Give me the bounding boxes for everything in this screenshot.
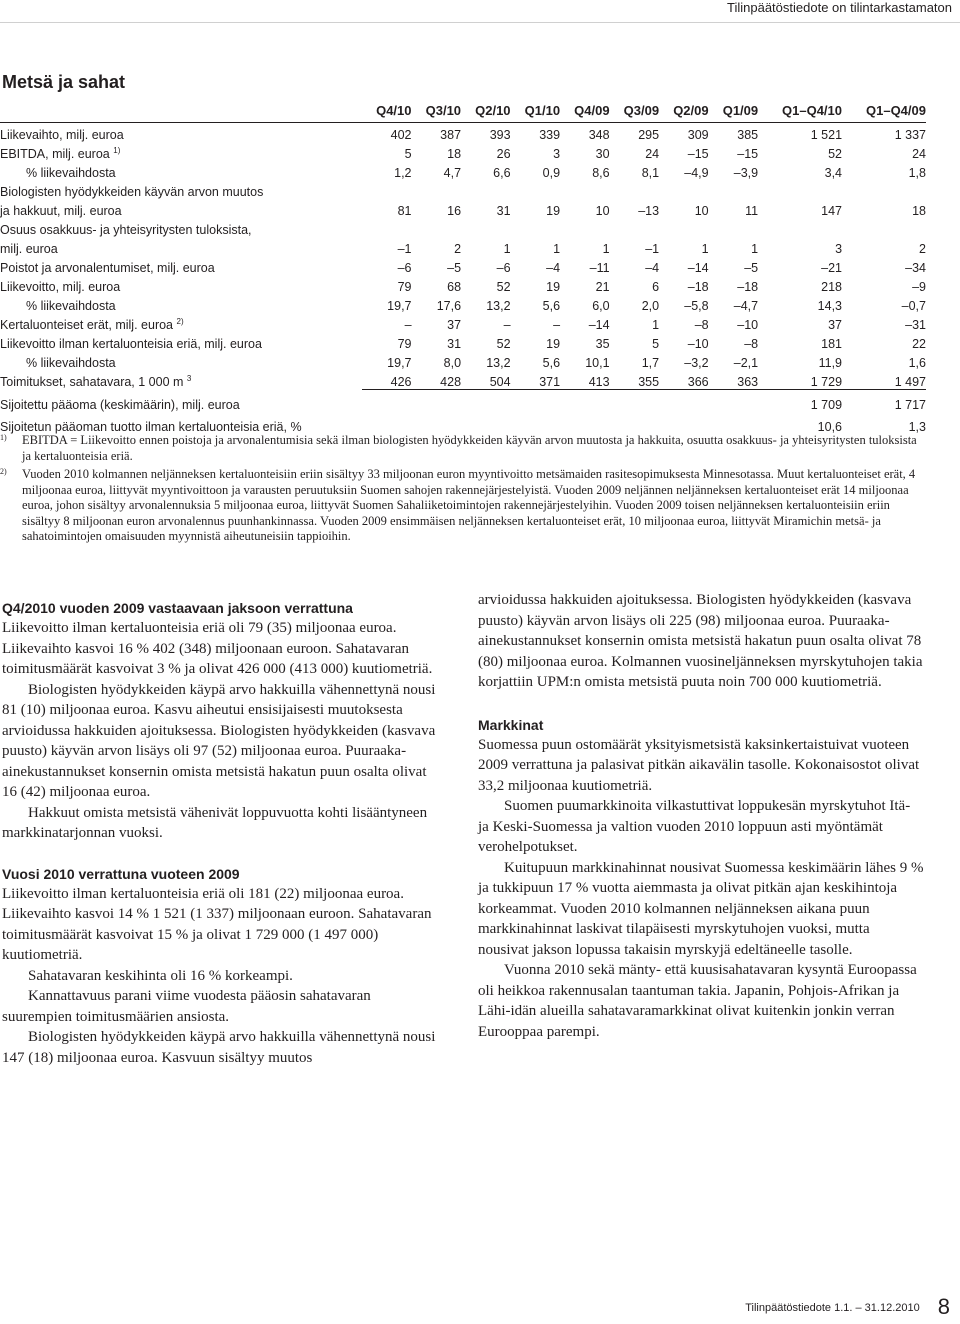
table-cell — [461, 218, 511, 237]
row-label-text: % liikevaihdosta — [26, 356, 116, 370]
table-cell: 14,3 — [817, 299, 843, 313]
table-cell: 21 — [595, 280, 610, 294]
table-cell: 30 — [595, 147, 610, 161]
table-cell: 8,6 — [592, 166, 610, 180]
table-cell: –5,8 — [684, 299, 709, 313]
table-row — [0, 123, 926, 143]
table-cell: 11,9 — [818, 356, 843, 370]
table-cell: 10,1 — [585, 356, 610, 370]
table-cell: 2 — [454, 242, 462, 256]
table-cell: 31 — [447, 337, 462, 351]
row-label — [0, 161, 362, 180]
row-label-text: Poistot ja arvonalentumiset, milj. euroa — [0, 261, 215, 275]
table-cell: 428 — [412, 370, 462, 390]
subheading: Q4/2010 vuoden 2009 vastaavaan jaksoon verrattuna — [2, 600, 353, 616]
table-row — [0, 142, 926, 161]
table-cell: 19,7 — [387, 356, 412, 370]
table-cell: 413 — [560, 370, 610, 390]
table-cell — [560, 412, 610, 434]
table-cell — [659, 218, 709, 237]
footnote-1 — [0, 433, 922, 464]
document-header: Tilinpäätöstiedote on tilintarkastamaton — [727, 0, 952, 15]
row-label-text: Liikevaihto, milj. euroa — [0, 128, 124, 142]
table-cell: 11 — [745, 204, 759, 218]
table-cell: 181 — [821, 337, 843, 351]
row-label-text: Sijoitetun pääoman tuotto ilman kertaluonteisia eriä, % — [0, 420, 302, 434]
table-cell: 5,6 — [542, 299, 561, 313]
table-cell: 10,6 — [817, 420, 843, 434]
column-header: Q2/09 — [659, 100, 709, 123]
table-cell — [461, 412, 511, 434]
table-cell: 295 — [638, 128, 660, 142]
table-cell — [412, 412, 462, 434]
table-cell — [412, 218, 462, 237]
table-cell: 5 — [652, 337, 660, 351]
section-title: Metsä ja sahat — [2, 72, 126, 92]
column-header: Q4/10 — [362, 100, 412, 123]
table-cell: 79 — [397, 337, 412, 351]
table-cell: 52 — [828, 147, 843, 161]
table-cell: 0,9 — [542, 166, 561, 180]
table-cell: 22 — [912, 337, 926, 351]
table-cell: 6 — [652, 280, 660, 294]
table-cell — [461, 180, 511, 199]
table-cell — [362, 412, 412, 434]
table-cell: 8,1 — [641, 166, 660, 180]
table-cell: 19 — [546, 204, 561, 218]
footnote-marker: 1) — [0, 433, 7, 442]
row-label — [0, 313, 362, 332]
table-cell — [842, 180, 926, 199]
column-header: Q3/10 — [412, 100, 462, 123]
table-cell: 218 — [821, 280, 843, 294]
table-cell: –10 — [687, 337, 709, 351]
table-cell — [659, 180, 709, 199]
table-cell: –10 — [737, 318, 759, 332]
table-cell: 52 — [496, 280, 511, 294]
table-cell: 26 — [496, 147, 511, 161]
table-cell: 402 — [390, 128, 412, 142]
table-cell: 19 — [546, 337, 561, 351]
table-cell: 37 — [447, 318, 462, 332]
financial-table — [0, 100, 926, 434]
table-cell: 1 — [553, 242, 561, 256]
table-cell — [610, 390, 660, 413]
table-cell — [659, 390, 709, 413]
table-cell: – — [553, 318, 561, 332]
table-cell: 79 — [397, 280, 412, 294]
table-cell: –18 — [737, 280, 759, 294]
paragraph: Suomen puumarkkinoita vilkastuttivat loppukesän myrskytuhot Itä- ja Keski-Suomessa ja valtion vuoden 2010 loppuun asti myöntämät verohelpotukset. — [478, 798, 911, 855]
table-cell: 1,7 — [641, 356, 660, 370]
paragraph: arvioidussa hakkuiden ajoituksessa. Biologisten hyödykkeiden (kasvava puusto) käyvän arvon lisäys oli 225 (98) miljoonaa euroa. Puuraaka-ainekustannukset konsernin omista metsistä hakatun puun osalta olivat 78 (80) miljoonaa euroa. Kolmannen vuosineljänneksen myrskytuhojen takia korjattiin UPM:n omista metsistä puuta noin 700 000 kuutiometriä. — [478, 592, 923, 690]
table-cell — [610, 218, 660, 237]
row-label-text: Osuus osakkuus- ja yhteisyritysten tuloksista, — [0, 223, 252, 237]
page-footer — [745, 1294, 950, 1320]
table-cell: 1,6 — [908, 356, 926, 370]
paragraph: Hakkuut omista metsistä vähenivät loppuvuotta kohti lisääntyneen markkinatarjonnan vuoksi. — [2, 804, 428, 841]
table-cell: 1 — [602, 242, 610, 256]
table-cell — [610, 180, 660, 199]
table-row — [0, 351, 926, 370]
table-cell: 3 — [553, 147, 561, 161]
table-cell: –18 — [687, 280, 709, 294]
table-cell: –15 — [687, 147, 709, 161]
table-cell: 1 337 — [894, 128, 926, 142]
table-cell: 339 — [539, 128, 561, 142]
table-cell: –8 — [744, 337, 759, 351]
table-cell: 13,2 — [486, 356, 511, 370]
table-cell: –3,9 — [733, 166, 759, 180]
table-cell: –5 — [447, 261, 462, 275]
table-cell: 52 — [496, 337, 511, 351]
footnote-reference: 1) — [113, 145, 121, 155]
table-cell: –14 — [588, 318, 610, 332]
table-cell — [511, 412, 561, 434]
table-cell: –15 — [737, 147, 759, 161]
table-cell — [709, 180, 759, 199]
row-label — [0, 332, 362, 351]
row-label-text: EBITDA, milj. euroa — [0, 147, 110, 161]
table-cell: 3 — [835, 242, 843, 256]
table-cell: 17,6 — [436, 299, 462, 313]
row-label — [0, 412, 362, 434]
column-header: Q1–Q4/09 — [842, 100, 926, 123]
table-row — [0, 412, 926, 434]
table-row — [0, 161, 926, 180]
footer-text: Tilinpäätöstiedote 1.1. – 31.12.2010 — [745, 1302, 920, 1314]
table-cell — [560, 180, 610, 199]
table-cell: 10 — [694, 204, 709, 218]
table-cell: 147 — [821, 204, 843, 218]
paragraph: Kannattavuus parani viime vuodesta pääosin sahatavaran suurempien toimitusmäärien ansiosta. — [2, 988, 371, 1025]
table-cell: 1 — [503, 242, 511, 256]
table-cell: 504 — [461, 370, 511, 390]
table-row — [0, 256, 926, 275]
table-cell — [709, 390, 759, 413]
table-cell: 1 521 — [810, 128, 843, 142]
table-cell: –6 — [496, 261, 511, 275]
left-text-column — [2, 598, 440, 1068]
row-label-text: Liikevoitto ilman kertaluonteisia eriä, milj. euroa — [0, 337, 262, 351]
table-cell: –1 — [645, 242, 660, 256]
page-number: 8 — [937, 1294, 950, 1319]
footnote-text: EBITDA = Liikevoitto ennen poistoja ja arvonalentumisia sekä ilman biologisten hyödykkeiden käyvän arvon muutosta ja hakkuita, osuutta osakkuus- ja yhteisyritysten tuloksista ja kertaluonteisia eriä. — [22, 433, 917, 463]
row-label — [0, 390, 362, 413]
table-cell: 3,4 — [824, 166, 843, 180]
row-label-text: % liikevaihdosta — [26, 166, 116, 180]
row-label — [0, 294, 362, 313]
column-header: Q4/09 — [560, 100, 610, 123]
table-cell: 1 — [701, 242, 709, 256]
paragraph: Liikevoitto ilman kertaluonteisia eriä oli 79 (35) miljoonaa euroa. Liikevaihto kasvoi 16 % 402 (348) miljoonaan euroon. Sahatavaran toimitusmäärät kasvoivat 3 % ja olivat 426 000 (413 000) kuutiometriä. — [2, 620, 433, 677]
table-cell: –34 — [905, 261, 926, 275]
row-label-text: Liikevoitto, milj. euroa — [0, 280, 121, 294]
table-cell: – — [503, 318, 511, 332]
table-cell: 371 — [511, 370, 561, 390]
paragraph: Sahatavaran keskihinta oli 16 % korkeampi. — [28, 967, 293, 984]
table-row — [0, 275, 926, 294]
table-cell — [709, 218, 759, 237]
paragraph: Liikevoitto ilman kertaluonteisia eriä oli 181 (22) miljoonaa euroa. Liikevaihto kasvoi 14 % 1 521 (1 337) miljoonaan euroon. Sahatavaran toimitusmäärät kasvoivat 15 % ja olivat 1 729 000 (1 497 000) kuutiometriä. — [2, 885, 432, 963]
table-cell: 2,0 — [641, 299, 660, 313]
table-cell: –5 — [744, 261, 759, 275]
table-cell — [412, 180, 462, 199]
table-cell: 1,8 — [908, 166, 926, 180]
table-cell: 24 — [645, 147, 660, 161]
table-cell: –2,1 — [733, 356, 759, 370]
row-label — [0, 275, 362, 294]
table-cell: –6 — [397, 261, 412, 275]
table-cell: 426 — [362, 370, 412, 390]
table-cell — [362, 180, 412, 199]
subheading: Vuosi 2010 verrattuna vuoteen 2009 — [2, 865, 240, 882]
table-cell: 6,0 — [592, 299, 610, 313]
row-label — [0, 351, 362, 370]
footnote-marker: 2) — [0, 467, 7, 476]
table-cell: 5 — [404, 147, 412, 161]
table-cell: –0,7 — [901, 299, 926, 313]
column-header: Q1/10 — [511, 100, 561, 123]
column-header: Q2/10 — [461, 100, 511, 123]
table-cell: 1 497 — [842, 370, 926, 390]
row-label — [0, 370, 362, 390]
table-row — [0, 294, 926, 313]
table-cell: –4 — [645, 261, 660, 275]
row-label — [0, 199, 362, 218]
table-cell: –21 — [821, 261, 843, 275]
table-cell: 68 — [447, 280, 462, 294]
table-cell: 19 — [546, 280, 561, 294]
subheading: Markkinat — [478, 716, 544, 733]
table-header-row — [0, 100, 926, 123]
table-cell: 18 — [912, 204, 926, 218]
table-cell: – — [404, 318, 412, 332]
row-label-text: ja hakkuut, milj. euroa — [0, 204, 122, 218]
table-cell — [362, 390, 412, 413]
table-cell: 1 — [652, 318, 660, 332]
table-cell: 10 — [595, 204, 610, 218]
paragraph: Biologisten hyödykkeiden käypä arvo hakkuilla vähennettynä nousi 147 (18) miljoonaa euroa. Kasvuun sisältyy muutos — [2, 1029, 436, 1066]
table-cell — [659, 412, 709, 434]
row-label-text: milj. euroa — [0, 242, 58, 256]
table-cell: –4,9 — [684, 166, 709, 180]
table-cell: 18 — [447, 147, 462, 161]
table-cell: –4,7 — [733, 299, 759, 313]
footnote-reference: 2) — [176, 316, 184, 326]
table-cell: 31 — [496, 204, 511, 218]
paragraph: Suomessa puun ostomäärät yksityismetsistä kaksinkertaistuivat vuoteen 2009 verrattuna ja palasivat pitkän aikavälin tasolle. Kokonaisostot olivat 33,2 miljoonaa kuutiometriä. — [478, 736, 920, 794]
column-header: Q1/09 — [709, 100, 759, 123]
table-cell: 387 — [440, 128, 462, 142]
table-cell — [511, 180, 561, 199]
table-row — [0, 313, 926, 332]
table-row — [0, 390, 926, 413]
table-header-label — [0, 100, 362, 123]
footnote-text: Vuoden 2010 kolmannen neljänneksen kertaluonteisiin eriin sisältyy 33 miljoonan euron myyntivoitto metsämaiden rasitesopimuksesta Minnesotassa. Muut kertaluonteiset erät, 4 miljoonaa euroa, liittyvät myyntivoittoon ja varausten peruutuksiin Suomen sahojen rakennejärjestelyistä. Vuoden 2009 neljännen neljänneksen kertaluonteiset erät 14 miljoonaa euroa, johon sisältyy arvonalennuksia 5 miljoonaa euroa, liittyvät Suomen Sahaliiketoimintojen rakennejärjestelyihin. Vuoden 2009 toisen neljänneksen kertaluonteisiin eriin sisältyy 8 miljoonan euron arvonalennus puunhankinnassa. Vuoden 2009 ensimmäisen neljänneksen kertaluonteiset erät, 10 miljoonaa euroa, liittyvät Miramichin metsä- ja sahatoimintojen omaisuuden myynnistä aiheutuneisiin tappioihin. — [22, 467, 916, 543]
table-cell: 8,0 — [443, 356, 462, 370]
table-cell — [511, 218, 561, 237]
paragraph: Biologisten hyödykkeiden käypä arvo hakkuilla vähennettynä nousi 81 (10) miljoonaa euroa. Kasvu aiheutui ensisijaisesti muutoksesta arvioidussa hakkuiden ajoituksessa. Biologisten hyödykkeiden (kasvava puusto) käyvän arvon lisäys oli 97 (52) miljoonaa euroa. Puuraaka-ainekustannukset konsernin omista metsistä hakatun puun osalta olivat 16 (42) miljoonaa euroa. — [2, 681, 436, 800]
paragraph: Kuitupuun markkinahinnat nousivat Suomessa keskimäärin lähes 9 % ja tukkipuun 17 % vuotta aiemmasta ja olivat pitkän ajan keskihintoja korkeammat. Vuoden 2010 kolmannen neljänneksen aikana puun markkinahinnat laskivat tilapäisesti myrskytuhojen vuoksi, mutta nousivat jakson lopussa takaisin myrskyjä edeltäneelle tasolle. — [478, 859, 924, 958]
table-cell: 393 — [489, 128, 511, 142]
table-cell — [362, 218, 412, 237]
table-cell: –8 — [694, 318, 709, 332]
table-cell: –1 — [397, 242, 412, 256]
footnote-2 — [0, 467, 922, 545]
header-rule — [0, 22, 960, 23]
table-cell: –9 — [912, 280, 926, 294]
table-cell: 5,6 — [542, 356, 561, 370]
table-row — [0, 370, 926, 390]
table-cell: 4,7 — [443, 166, 462, 180]
table-cell: 1 717 — [894, 398, 926, 412]
table-cell: –13 — [638, 204, 660, 218]
footnote-reference: 3 — [186, 374, 192, 384]
row-label — [0, 218, 362, 237]
row-label — [0, 256, 362, 275]
table-row — [0, 218, 926, 237]
row-label-text: Kertaluonteiset erät, milj. euroa — [0, 318, 174, 332]
table-cell: 1 — [751, 242, 759, 256]
row-label-text: Biologisten hyödykkeiden käyvän arvon muutos — [0, 185, 264, 199]
table-cell: 19,7 — [387, 299, 412, 313]
table-cell: 348 — [588, 128, 610, 142]
column-header: Q3/09 — [610, 100, 660, 123]
table-cell — [560, 218, 610, 237]
row-label-text: Sijoitettu pääoma (keskimäärin), milj. euroa — [0, 398, 240, 412]
row-label — [0, 237, 362, 256]
table-cell: –14 — [687, 261, 709, 275]
table-cell — [709, 412, 759, 434]
table-cell: 37 — [828, 318, 843, 332]
row-label — [0, 142, 362, 161]
table-cell: –3,2 — [684, 356, 709, 370]
table-cell: –11 — [589, 261, 610, 275]
table-row — [0, 332, 926, 351]
table-cell: 81 — [397, 204, 412, 218]
column-header: Q1–Q4/10 — [758, 100, 842, 123]
table-cell: –31 — [905, 318, 926, 332]
paragraph: Vuonna 2010 sekä mänty- että kuusisahatavaran kysyntä Euroopassa oli heikkoa rakennusalan taantuman takia. Japanin, Pohjois-Afrikan ja Lähi-idän alueilla sahatavaramarkkinat olivat kuitenkin jonkin verran Eurooppaa parempi. — [478, 962, 917, 1040]
table-cell — [610, 412, 660, 434]
table-cell — [758, 218, 842, 237]
table-cell: 1 729 — [758, 370, 842, 390]
table-row — [0, 237, 926, 256]
table-cell: –4 — [546, 261, 561, 275]
table-cell: 366 — [659, 370, 709, 390]
table-cell — [461, 390, 511, 413]
table-cell: 35 — [595, 337, 610, 351]
table-cell: 13,2 — [486, 299, 511, 313]
table-cell: 385 — [737, 128, 759, 142]
row-label — [0, 180, 362, 199]
table-cell: 2 — [919, 242, 926, 256]
table-cell: 355 — [610, 370, 660, 390]
table-cell — [842, 218, 926, 237]
table-cell: 1,2 — [394, 166, 412, 180]
row-label-text: Toimitukset, sahatavara, 1 000 m — [0, 375, 184, 390]
table-cell: 1,3 — [908, 420, 926, 434]
table-cell — [560, 390, 610, 413]
table-cell — [758, 180, 842, 199]
table-cell — [412, 390, 462, 413]
table-cell: 24 — [912, 147, 926, 161]
table-cell: 16 — [447, 204, 462, 218]
table-row — [0, 180, 926, 199]
table-cell: 363 — [709, 370, 759, 390]
table-cell: 6,6 — [493, 166, 511, 180]
right-text-column — [478, 590, 924, 1042]
row-label — [0, 123, 362, 143]
table-cell — [511, 390, 561, 413]
table-cell: 309 — [687, 128, 709, 142]
table-row — [0, 199, 926, 218]
table-cell: 1 709 — [810, 398, 843, 412]
row-label-text: % liikevaihdosta — [26, 299, 116, 313]
